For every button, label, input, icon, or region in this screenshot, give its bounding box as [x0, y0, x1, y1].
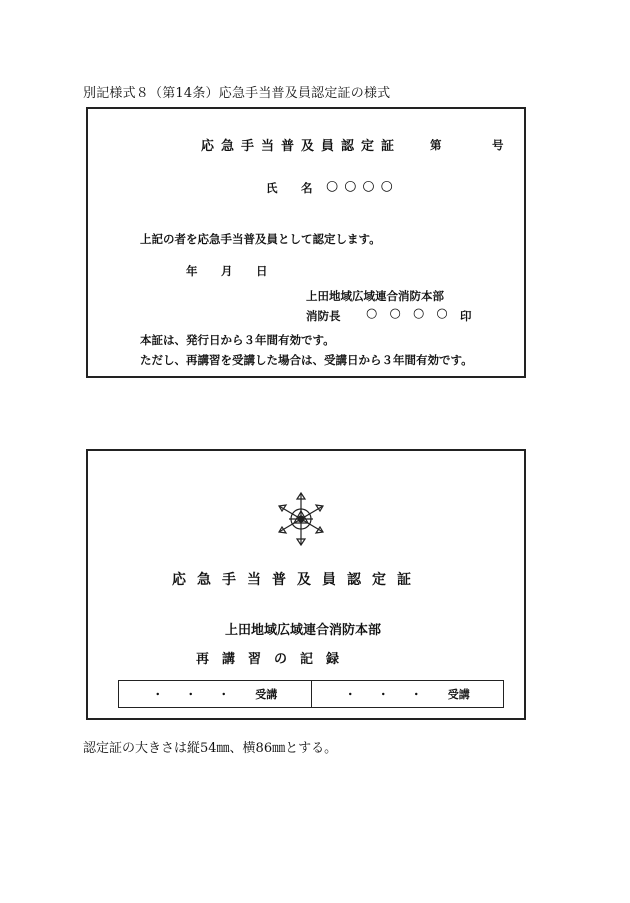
certificate-title: 応急手当普及員認定証: [201, 139, 402, 154]
chief-name: ○ ○ ○ ○: [366, 306, 452, 321]
record-label: 受講: [255, 688, 278, 701]
re-training-record-cell: [311, 681, 504, 707]
size-footnote: 認定証の大きさは縦54㎜、横86㎜とする。: [83, 741, 338, 756]
name-label: 氏 名: [266, 181, 319, 195]
validity-note-1: 本証は、発行日から３年間有効です。: [140, 333, 335, 347]
certificate-front: [86, 107, 526, 378]
back-issuer-name: 上田地域広域連合消防本部: [225, 623, 382, 638]
chief-label: 消防長: [306, 309, 341, 323]
certificate-number-suffix: 号: [492, 138, 504, 152]
certification-statement: 上記の者を応急手当普及員として認定します。: [140, 232, 381, 246]
re-training-record-table: [118, 680, 504, 708]
back-certificate-title: 応急手当普及員認定証: [172, 572, 422, 588]
certificate-number-label: 第: [430, 138, 442, 152]
validity-note-2: ただし、再講習を受講した場合は、受講日から３年間有効です。: [140, 353, 473, 367]
name-value: ○○○○: [326, 178, 399, 194]
record-date-dots: ・・・: [152, 688, 252, 701]
record-label: 受講: [447, 688, 470, 701]
date-year: 年: [186, 264, 198, 278]
seal-mark: 印: [460, 309, 472, 323]
issuer-name: 上田地域広域連合消防本部: [306, 289, 444, 303]
re-training-record-title: 再講習の記録: [196, 652, 353, 667]
page-heading: 別記様式８（第14条）応急手当普及員認定証の様式: [83, 86, 391, 101]
record-date-dots: ・・・: [344, 688, 444, 701]
fire-department-emblem-icon: [278, 489, 324, 549]
certificate-back: [86, 449, 526, 720]
re-training-record-cell: [119, 681, 311, 707]
date-month: 月: [221, 264, 233, 278]
date-day: 日: [256, 264, 268, 278]
